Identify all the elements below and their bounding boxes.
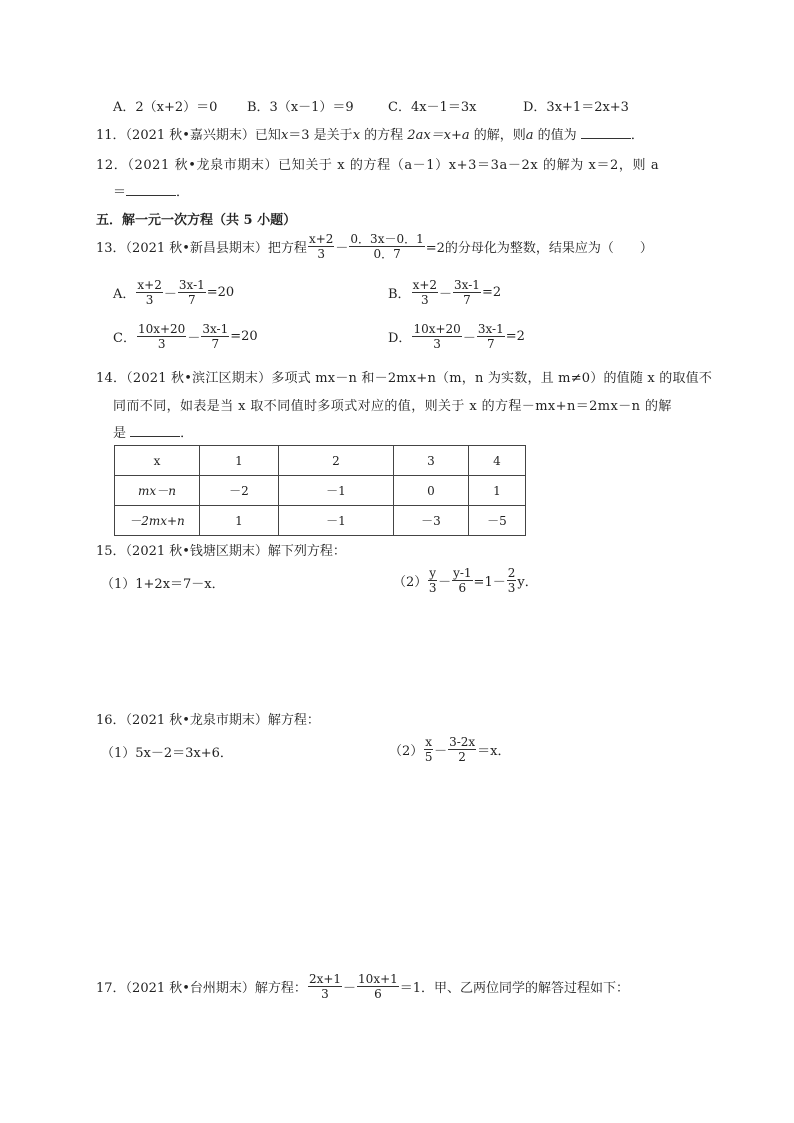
q13-lead: 13．（2021 秋•新昌县期末）把方程 <box>96 241 307 256</box>
q14-line3-post: ． <box>180 426 194 441</box>
q11-equation: 2ax＝x+a <box>407 128 470 143</box>
q12-line2 <box>113 181 189 200</box>
table-cell: 3 <box>394 446 469 476</box>
q11-tail: 的解，则 <box>469 128 526 143</box>
q11-mid: 的方程 <box>360 128 408 143</box>
table-cell: 1 <box>200 506 279 536</box>
q13-option-b: B． $\frac{x+2}{3}$ － $\frac{3x-1}{7}$ =2 <box>388 278 502 307</box>
q14-line3-pre: 是 <box>113 426 127 441</box>
q13-option-a: A． $\frac{x+2}{3}$ － $\frac{3x-1}{7}$ =20 <box>113 278 235 307</box>
table-cell: 2 <box>279 446 394 476</box>
question-13 <box>96 232 653 261</box>
section-5-heading: 五．解一元一次方程（共 5 小题） <box>96 213 297 228</box>
q14-line2: 同而不同，如表是当 x 取不同值时多项式对应的值，则关于 x 的方程－mx+n＝2mx－n 的解 <box>113 399 672 414</box>
q11-end: 的值为 <box>533 128 577 143</box>
q10-option-c: C．4x－1＝3x <box>388 100 477 115</box>
table-cell: x <box>115 446 200 476</box>
table-cell: －1 <box>279 476 394 506</box>
q10-option-a: A．2（x+2）＝0 <box>113 100 218 115</box>
q13-option-d: D． $\frac{10x+20}{3}$ － $\frac{3x-1}{7}$ =2 <box>388 322 525 351</box>
table-cell: 0 <box>394 476 469 506</box>
q13-fraction-1: $\frac{x+2}{3}$ <box>308 232 334 261</box>
q13-fraction-2: $\frac{0.3x-0.1}{0.7}$ <box>350 232 424 261</box>
table-cell: －5 <box>469 506 526 536</box>
table-row <box>115 446 526 476</box>
q11-lead: 11．（2021 秋•嘉兴期末）已知 <box>96 128 281 143</box>
question-11 <box>96 124 644 143</box>
q10-option-d: D．3x+1＝2x+3 <box>523 100 629 115</box>
q12-answer-blank[interactable] <box>126 183 176 196</box>
q15-part-1: （1）1+2x＝7－x． <box>101 577 225 592</box>
q16-part-2: （2） $\frac{x}{5}$ － $\frac{3-2x}{2}$ ＝x． <box>389 735 511 764</box>
q13-option-c: C． $\frac{10x+20}{3}$ － $\frac{3x-1}{7}$ =20 <box>113 322 258 351</box>
table-cell: －1 <box>279 506 394 536</box>
q14-answer-blank[interactable] <box>130 424 180 437</box>
q11-eq3: ＝3 是关于 <box>288 128 353 143</box>
q13-minus: － <box>335 241 349 256</box>
q16-title: 16．（2021 秋•龙泉市期末）解方程： <box>96 713 320 728</box>
question-17: 17．（2021 秋•台州期末）解方程： $\frac{2x+1}{3}$ － $\frac{10x+1}{6}$ ＝1．甲、乙两位同学的解答过程如下： <box>96 972 630 1001</box>
q12-line2-pre: ＝ <box>113 185 127 200</box>
q12-line2-post: ． <box>176 185 190 200</box>
q11-x: x <box>280 128 289 143</box>
table-cell: －2mx+n <box>115 506 200 536</box>
table-cell: －3 <box>394 506 469 536</box>
q12-line1: 12．（2021 秋•龙泉市期末）已知关于 x 的方程（a－1）x+3＝3a－2x 的解为 x＝2，则 a <box>96 158 660 173</box>
table-cell: 1 <box>469 476 526 506</box>
q11-dot: ． <box>630 128 644 143</box>
table-row <box>115 506 526 536</box>
q14-line3 <box>113 422 193 441</box>
table-cell: －2 <box>200 476 279 506</box>
q14-line1: 14．（2021 秋•滨江区期末）多项式 mx－n 和－2mx+n（m，n 为实数，且 m≠0）的值随 x 的取值不 <box>96 371 713 386</box>
q15-title: 15．（2021 秋•钱塘区期末）解下列方程： <box>96 544 346 559</box>
q11-answer-blank[interactable] <box>581 126 631 139</box>
q14-value-table <box>114 445 526 536</box>
table-cell: 1 <box>200 446 279 476</box>
table-row <box>115 476 526 506</box>
q11-a: a <box>525 128 534 143</box>
q10-option-b: B．3（x－1）＝9 <box>247 100 354 115</box>
table-cell: mx－n <box>115 476 200 506</box>
q11-x2: x <box>352 128 361 143</box>
q16-part-1: （1）5x－2＝3x+6． <box>101 746 233 761</box>
q15-part-2: （2） $\frac{y}{3}$ － $\frac{y-1}{6}$ =1－ $\frac{2}{3}$ y． <box>393 566 538 595</box>
table-cell: 4 <box>469 446 526 476</box>
q13-tail: =2的分母化为整数，结果应为（ ） <box>425 241 653 256</box>
